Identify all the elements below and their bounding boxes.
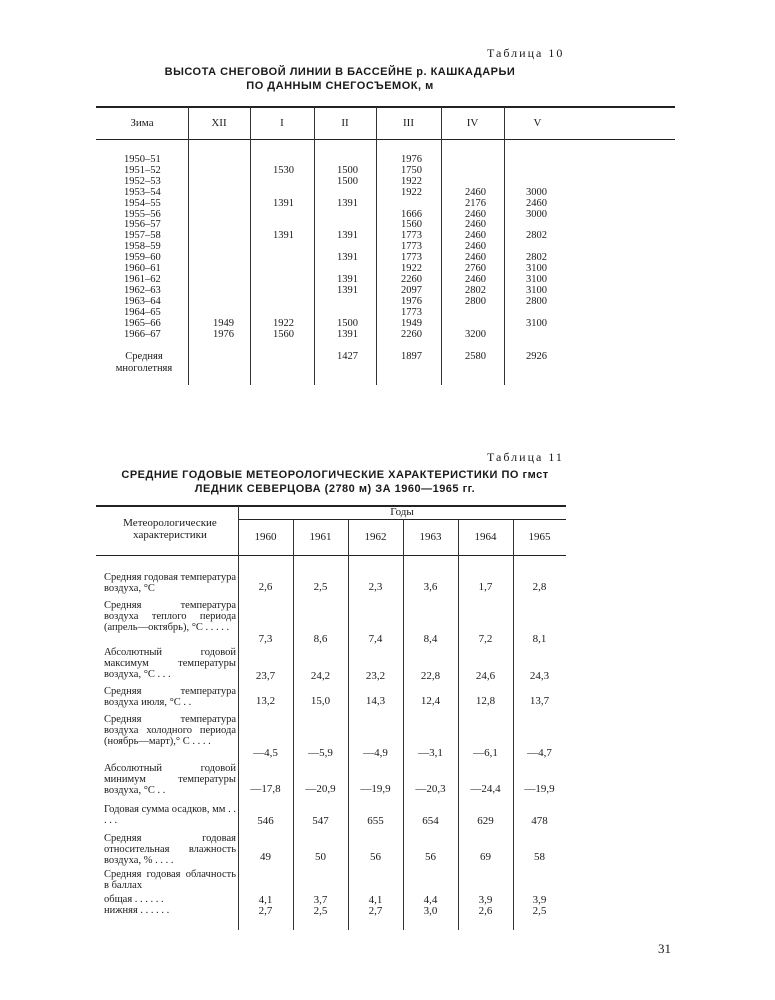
table11-cell: 14,3 (365, 695, 386, 707)
table11-cell: —20,9 (305, 783, 336, 795)
table11-cell: 24,2 (310, 670, 331, 682)
table10-i-column: 1530 1391 1391 1922 1560 (273, 164, 294, 340)
table11-row-label: Средняя годовая относительная влажность воздуха, % . . . . (104, 833, 236, 866)
table11-cell: 1,7 (478, 581, 493, 593)
table11-header-rule (96, 555, 566, 556)
table10-average-ii: 1427 (337, 351, 358, 362)
table11-cell: —20,3 (415, 783, 446, 795)
table10-ii-column: 1500 1500 1391 1391 1391 1391 1391 1500 1391 (337, 164, 358, 340)
table11-cell: 3,7 (313, 894, 328, 906)
table11-cell: —24,4 (470, 783, 501, 795)
table11-row-label: Средняя температура воздуха июля, °С . . (104, 686, 236, 708)
table10-iv-column: 2460 2176 2460 2460 2460 2460 2460 2760 2460 2802 2800 3200 (465, 186, 486, 340)
table11-cell: 2,5 (532, 905, 547, 917)
table11-cell: 2,3 (368, 581, 383, 593)
table10-xii-column: 1949 1976 (213, 317, 234, 340)
table11-caption: Таблица 11 (487, 450, 564, 464)
table11-cell: —4,5 (253, 747, 278, 759)
table11-cell: —19,9 (360, 783, 391, 795)
table11-cell: 478 (531, 815, 548, 827)
table10-header-rule (96, 139, 675, 140)
table11-cell: 7,2 (478, 633, 493, 645)
table11-cell: 3,9 (478, 894, 493, 906)
table11-cell: 3,9 (532, 894, 547, 906)
table11-row-label: Годовая сумма осадков, мм . . . . . (104, 804, 236, 826)
table11-cell: 2,6 (478, 905, 493, 917)
table11-cell: 547 (312, 815, 329, 827)
table11-cell: 13,7 (529, 695, 550, 707)
table11-row-label: Абсолютный годовой минимум температуры воздуха, °С . . (104, 763, 236, 796)
table11-cell: —4,9 (363, 747, 388, 759)
table11-year-1965: 1965 (528, 531, 551, 543)
table11-cell: 50 (315, 851, 326, 863)
table11-cell: 22,8 (420, 670, 441, 682)
table10-header-xii: XII (211, 117, 227, 129)
table10-average-iii: 1897 (401, 351, 422, 362)
table10-average-v: 2926 (526, 351, 547, 362)
table10-average-iv: 2580 (465, 351, 486, 362)
table10-winter-column: 1950–51 1951–52 1952–53 1953–54 1954–55 1955–56 1956–57 1957–58 1958–59 1959–60 1960–61 1961–62 1962–63 1963–64 1964–65 1965–66 1966–67 (124, 154, 161, 340)
table11-cell: 23,2 (365, 670, 386, 682)
table10-iii-column: 1976 1750 1922 1922 1666 1560 1773 1773 1773 1922 2260 2097 1976 1773 1949 2260 (401, 154, 422, 340)
table11-cell: 4,1 (258, 894, 273, 906)
table11-cell: —17,8 (250, 783, 281, 795)
table10-title-line1: ВЫСОТА СНЕГОВОЙ ЛИНИИ В БАССЕЙНЕ р. КАШКАДАРЬИ (164, 66, 516, 78)
table11-cell: 58 (534, 851, 545, 863)
table11-years-header: Годы (390, 506, 414, 518)
table10-header-iv: IV (466, 117, 479, 129)
table10-top-rule (96, 106, 675, 108)
table11-cell: 3,6 (423, 581, 438, 593)
table11-title (100, 468, 570, 496)
table11-title-line2: ЛЕДНИК СЕВЕРЦОВА (2780 м) ЗА 1960—1965 гг. (194, 483, 476, 495)
table11-year-1961: 1961 (309, 531, 332, 543)
table10-caption: Таблица 10 (487, 46, 565, 60)
table11-cell: 8,6 (313, 633, 328, 645)
table11-row-label: Абсолютный годовой максимум температуры воздуха, °С . . . (104, 647, 236, 680)
table11-years-rule (238, 519, 566, 520)
table10-average-label: Средняя многолетняя (115, 351, 173, 374)
table11-cell: 12,8 (475, 695, 496, 707)
table11-cell: 2,7 (258, 905, 273, 917)
table11-cell: 629 (477, 815, 494, 827)
table11-row-label: Средняя годовая облачность в баллах (104, 869, 236, 891)
page-number: 31 (658, 941, 671, 956)
table11-cell: 8,4 (423, 633, 438, 645)
table11-cell: 2,5 (313, 581, 328, 593)
table11-year-1964: 1964 (474, 531, 497, 543)
table10-header-ii: II (341, 117, 349, 129)
table11-cell: 2,6 (258, 581, 273, 593)
table11-cell: 15,0 (310, 695, 331, 707)
table11-characteristics-header: Метеорологические характеристики (123, 517, 217, 541)
table11-cell: 8,1 (532, 633, 547, 645)
table11-row-label: общая . . . . . . (104, 894, 164, 905)
table11-cell: 2,8 (532, 581, 547, 593)
table11-cell: 24,3 (529, 670, 550, 682)
table11-cell: —6,1 (473, 747, 498, 759)
table11-row-label: Средняя годовая температура воздуха, °С (104, 572, 236, 594)
table11-cell: 13,2 (255, 695, 276, 707)
table10-v-column: 3000 2460 3000 2802 2802 3100 3100 3100 2800 3100 (526, 186, 547, 329)
table11-cell: —5,9 (308, 747, 333, 759)
table11-cell: 69 (480, 851, 491, 863)
table10-title (140, 65, 540, 93)
table11-row-label: Средняя температура воздуха холодного периода (ноябрь—март),° С . . . . (104, 714, 236, 747)
table11-cell: 49 (260, 851, 271, 863)
table10-header-v: V (533, 117, 542, 129)
table11-cell: 655 (367, 815, 384, 827)
table11-cell: 654 (422, 815, 439, 827)
table11-cell: 12,4 (420, 695, 441, 707)
table11-cell: —19,9 (524, 783, 555, 795)
table11-divider (238, 506, 239, 930)
table10-title-line2: ПО ДАННЫМ СНЕГОСЪЕМОК, м (246, 80, 434, 92)
table11-cell: 56 (425, 851, 436, 863)
table11-cell: 7,4 (368, 633, 383, 645)
table11-year-1962: 1962 (364, 531, 387, 543)
table10-header-winter: Зима (130, 117, 154, 129)
table11-cell: 4,1 (368, 894, 383, 906)
table11-row-label: нижняя . . . . . . (104, 905, 170, 916)
table11-cell: 2,5 (313, 905, 328, 917)
table11-year-1963: 1963 (419, 531, 442, 543)
table11-cell: —4,7 (527, 747, 552, 759)
table11-cell: 56 (370, 851, 381, 863)
table11-cell: 24,6 (475, 670, 496, 682)
table11-cell: 7,3 (258, 633, 273, 645)
table10-header-iii: III (403, 117, 414, 129)
table11-cell: 3,0 (423, 905, 438, 917)
table11-year-1960: 1960 (254, 531, 277, 543)
table11-cell: 546 (257, 815, 274, 827)
table10-header-i: I (280, 117, 284, 129)
table11-cell: 4,4 (423, 894, 438, 906)
table11-title-line1: СРЕДНИЕ ГОДОВЫЕ МЕТЕОРОЛОГИЧЕСКИЕ ХАРАКТЕРИСТИКИ ПО гмст (121, 469, 549, 481)
table11-cell: 2,7 (368, 905, 383, 917)
table11-cell: 23,7 (255, 670, 276, 682)
table11-cell: —3,1 (418, 747, 443, 759)
table11-row-label: Средняя температура воздуха теплого периода (апрель—октябрь), °С . . . . . (104, 600, 236, 633)
